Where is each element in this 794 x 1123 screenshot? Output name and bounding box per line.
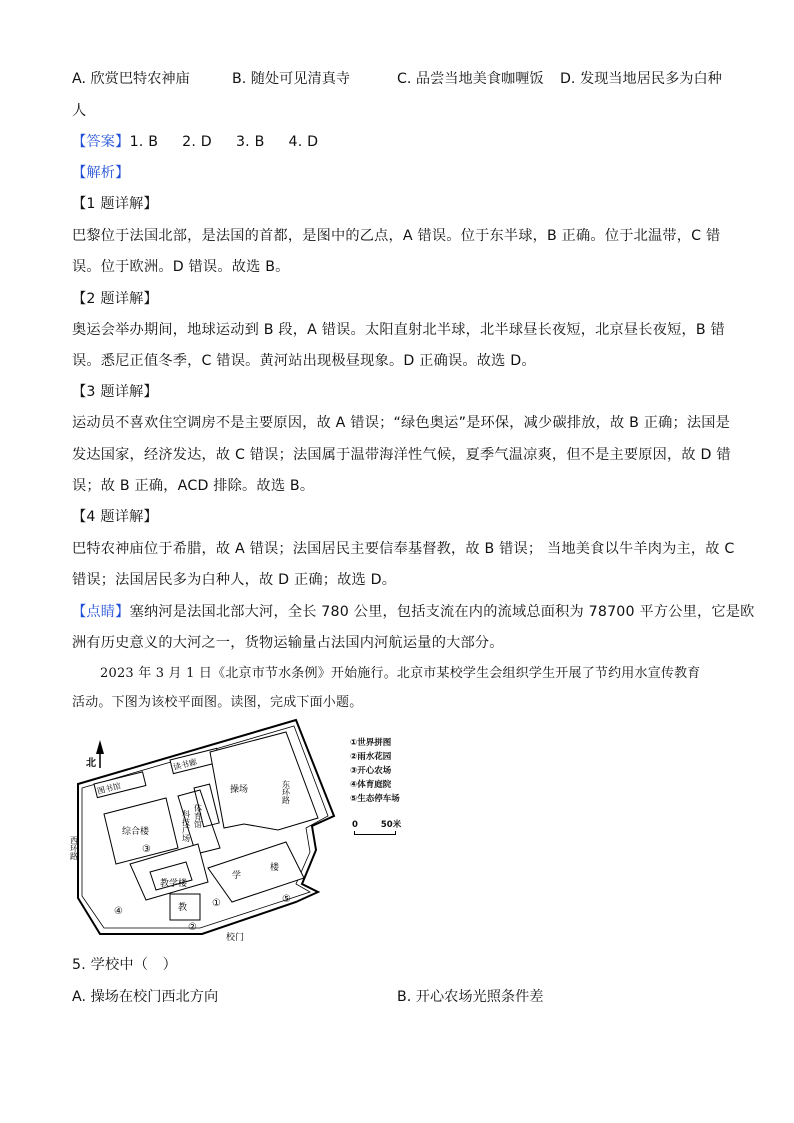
legend-item-2: ②雨水花园 — [350, 752, 392, 762]
q4-line-2: 错误；法国居民多为白种人，故 D 正确；故选 D。 — [72, 572, 397, 588]
answer-item-3: 3. B — [235, 134, 265, 150]
q4-tag: 【4 题详解】 — [72, 509, 158, 525]
q3-line-2: 发达国家，经济发达，故 C 错误；法国属于温带海洋性气候，夏季气温凉爽，但不是主要原因，故 D 错 — [72, 447, 731, 463]
marker-4: ④ — [114, 906, 123, 917]
scale-zero: 0 — [352, 820, 358, 830]
label-complex: 综合楼 — [122, 827, 150, 837]
label-library: 图书馆 — [96, 781, 122, 796]
option-d: D. 发现当地居民多为白种 — [560, 71, 722, 87]
north-arrow — [86, 740, 104, 769]
q3-line-1: 运动员不喜欢住空调房不是主要原因，故 A 错误；“绿色奥运”是环保，减少碳排放，故 B 正确；法国是 — [72, 415, 731, 431]
label-west-road: 西环路 — [69, 836, 79, 860]
map-legend — [350, 736, 400, 806]
q2-line-1: 奥运会举办期间，地球运动到 B 段，A 错误。太阳直射北半球，北半球昼长夜短，北京昼长夜短，B 错 — [72, 322, 725, 338]
q2-line-2: 误。悉尼正值冬季，C 错误。黄河站出现极昼现象。D 正确误。故选 D。 — [72, 353, 536, 369]
q3-tag: 【3 题详解】 — [72, 384, 158, 400]
q5-option-a: A. 操场在校门西北方向 — [72, 989, 219, 1005]
q1-line-2: 误。位于欧洲。D 错误。故选 B。 — [72, 259, 290, 275]
answer-item-4: 4. D — [288, 134, 319, 150]
north-label: 北 — [86, 758, 96, 769]
label-east-road: 东环路 — [281, 780, 291, 804]
q2-tag: 【2 题详解】 — [72, 291, 158, 307]
note-line-1 — [72, 601, 755, 621]
legend-item-3: ③开心农场 — [350, 766, 392, 776]
q1-line-1: 巴黎位于法国北部，是法国的首都，是图中的乙点，A 错误。位于东半球，B 正确。位于北温带，C 错 — [72, 228, 721, 244]
intro-line-2: 活动。下图为该校平面图。读图，完成下面小题。 — [72, 695, 363, 710]
label-teaching: 教学楼 — [160, 879, 188, 889]
legend-item-4: ④体育庭院 — [350, 780, 392, 790]
q3-line-3: 误；故 B 正确，ACD 排除。故选 B。 — [72, 478, 315, 494]
q5-option-b: B. 开心农场光照条件差 — [397, 989, 544, 1005]
legend-item-5: ⑤生态停车场 — [350, 794, 400, 804]
label-playground: 操场 — [230, 785, 249, 795]
marker-2: ② — [188, 922, 197, 933]
label-lou: 楼 — [270, 863, 280, 873]
answer-line — [72, 131, 342, 151]
label-reading: 读书廊 — [172, 757, 198, 772]
q1-tag: 【1 题详解】 — [72, 196, 158, 212]
scale-bar — [352, 818, 401, 830]
note-tag: 【点睛】 — [72, 604, 130, 620]
note-text-1: 塞纳河是法国北部大河，全长 780 公里，包括支流在内的流域总面积为 78700 平方公里，它是欧 — [129, 604, 755, 620]
marker-5: ⑤ — [282, 894, 291, 905]
label-gate: 校门 — [226, 933, 245, 943]
marker-3: ③ — [142, 844, 151, 855]
label-square: 科技广场 — [181, 810, 191, 842]
scale-label: 50米 — [380, 820, 402, 830]
q4-line-1: 巴特农神庙位于希腊，故 A 错误；法国居民主要信奉基督教，故 B 错误； 当地美食以牛羊肉为主，故 C — [72, 541, 735, 557]
intro-line-1: 2023 年 3 月 1 日《北京市节水条例》开始施行。北京市某校学生会组织学生开展了节约用水宣传教育 — [100, 666, 701, 681]
answer-item-1: 1. B — [129, 134, 159, 150]
answer-item-2: 2. D — [182, 134, 212, 150]
label-xue: 学 — [232, 871, 242, 881]
analysis-tag: 【解析】 — [72, 165, 130, 181]
option-c: C. 品尝当地美食咖喱饭 — [397, 71, 544, 87]
label-jiao: 教 — [178, 903, 188, 913]
option-a: A. 欣赏巴特农神庙 — [72, 71, 190, 87]
q5-stem: 5. 学校中（ ） — [72, 957, 177, 973]
label-gym: 体育馆 — [193, 804, 203, 828]
answer-tag: 【答案】 — [72, 134, 130, 150]
legend-item-1: ①世界拼图 — [350, 738, 392, 748]
option-d-continued: 人 — [72, 103, 87, 119]
option-b: B. 随处可见清真寺 — [232, 71, 351, 87]
marker-1: ① — [212, 898, 221, 909]
note-line-2: 洲有历史意义的大河之一，货物运输量占法国内河航运量的大部分。 — [72, 635, 504, 651]
